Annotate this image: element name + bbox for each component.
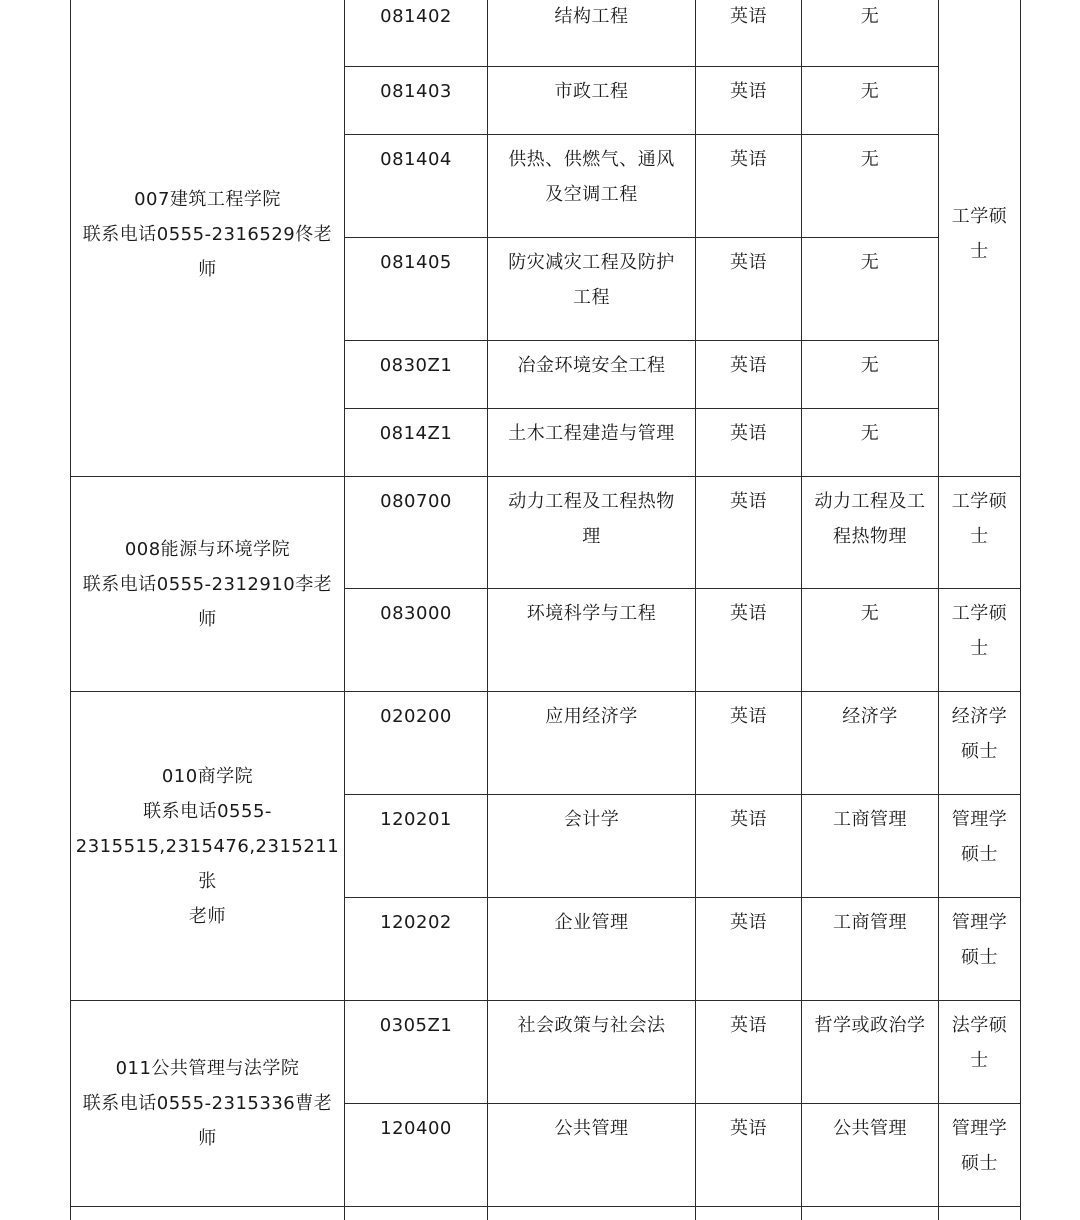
major-code-cell-text: 0305Z1 [379,1015,453,1036]
major-name-cell [487,135,695,238]
major-name-cell-text: 市政工程 [554,81,629,102]
major-name-cell [487,898,695,1001]
next-row-fragment [695,1207,801,1220]
specialty-course-cell-text: 无 [860,603,880,624]
foreign-language-cell [695,477,801,589]
major-code-cell [344,795,487,898]
specialty-course-cell-text: 哲学或政治学 [814,1015,926,1036]
major-name-cell-text: 公共管理 [554,1118,629,1139]
degree-cell-text: 工学硕 士 [951,491,1008,547]
next-row-fragment [801,1207,938,1220]
major-name-cell-text: 环境科学与工程 [526,603,657,624]
college-cell-text: 010商学院 联系电话0555- 2315515,2315476,2315211张 老师 [75,765,340,927]
major-name-cell [487,589,695,692]
degree-cell [938,477,1021,589]
major-name-cell-text: 企业管理 [554,912,629,933]
foreign-language-cell-text: 英语 [730,149,767,170]
specialty-course-cell [801,1104,938,1207]
specialty-course-cell-text: 无 [860,423,880,444]
specialty-course-cell [801,67,938,135]
degree-cell-text: 经济学 硕士 [951,706,1008,762]
foreign-language-cell-text: 英语 [730,603,767,624]
specialty-course-cell-text: 无 [860,252,880,273]
major-name-cell-text: 供热、供燃气、通风 及空调工程 [508,149,675,205]
major-code-cell-text: 083000 [380,603,452,624]
specialty-course-cell [801,238,938,341]
degree-cell-text: 工学硕 士 [951,603,1008,659]
specialty-course-cell [801,589,938,692]
degree-cell [938,795,1021,898]
foreign-language-cell [695,589,801,692]
major-name-cell [487,1104,695,1207]
college-cell [70,477,344,692]
foreign-language-cell [695,67,801,135]
college-cell-text: 011公共管理与法学院 联系电话0555-2315336曹老 师 [82,1058,333,1149]
major-code-cell [344,1001,487,1104]
major-code-cell [344,0,487,67]
major-name-cell [487,341,695,409]
specialty-course-cell [801,409,938,477]
foreign-language-cell-text: 英语 [730,809,767,830]
next-row-fragment [938,1207,1021,1220]
foreign-language-cell-text: 英语 [730,1118,767,1139]
foreign-language-cell-text: 英语 [730,252,767,273]
specialty-course-cell [801,795,938,898]
foreign-language-cell [695,238,801,341]
foreign-language-cell-text: 英语 [730,912,767,933]
degree-cell-merged [938,0,1021,477]
specialty-course-cell-text: 工商管理 [833,912,907,933]
major-code-cell [344,135,487,238]
major-code-cell-text: 120202 [380,912,452,933]
foreign-language-cell-text: 英语 [730,6,767,27]
degree-cell [938,692,1021,795]
specialty-course-cell [801,135,938,238]
major-name-cell-text: 结构工程 [554,6,629,27]
major-name-cell-text: 土木工程建造与管理 [508,423,675,444]
specialty-course-cell [801,692,938,795]
major-code-cell-text: 120201 [380,809,452,830]
next-row-fragment [487,1207,695,1220]
foreign-language-cell-text: 英语 [730,355,767,376]
major-code-cell [344,1104,487,1207]
major-name-cell [487,409,695,477]
degree-cell [938,898,1021,1001]
college-cell-text: 008能源与环境学院 联系电话0555-2312910李老 师 [82,538,333,630]
major-name-cell-text: 冶金环境安全工程 [517,355,666,376]
degree-cell-merged-text: 工学硕 士 [951,206,1008,262]
major-name-cell [487,238,695,341]
college-cell [70,692,344,1001]
degree-cell-text: 管理学 硕士 [951,1118,1008,1174]
next-row-fragment [70,1207,344,1220]
major-name-cell [487,67,695,135]
specialty-course-cell-text: 无 [860,355,880,376]
foreign-language-cell [695,0,801,67]
major-code-cell [344,692,487,795]
major-code-cell-text: 020200 [380,706,452,727]
major-name-cell [487,0,695,67]
foreign-language-cell-text: 英语 [730,423,767,444]
next-row-fragment [344,1207,487,1220]
specialty-course-cell [801,0,938,67]
major-code-cell-text: 081404 [380,149,452,170]
foreign-language-cell [695,898,801,1001]
specialty-course-cell-text: 无 [860,149,880,170]
major-code-cell [344,341,487,409]
major-code-cell-text: 0830Z1 [379,355,453,376]
major-code-cell [344,238,487,341]
foreign-language-cell [695,135,801,238]
major-name-cell [487,1001,695,1104]
degree-cell-text: 管理学 硕士 [951,912,1008,968]
major-code-cell-text: 120400 [380,1118,452,1139]
specialty-course-cell-text: 无 [860,81,880,102]
major-code-cell-text: 081403 [380,81,452,102]
foreign-language-cell-text: 英语 [730,491,767,512]
foreign-language-cell [695,795,801,898]
specialty-course-cell-text: 公共管理 [833,1118,907,1139]
foreign-language-cell [695,1104,801,1207]
major-code-cell [344,67,487,135]
college-cell [70,1001,344,1207]
college-cell-text: 007建筑工程学院 联系电话0555-2316529佟老 师 [82,188,333,280]
foreign-language-cell [695,1001,801,1104]
specialty-course-cell-text: 经济学 [842,706,898,727]
major-name-cell-text: 防灾减灾工程及防护 工程 [508,252,675,308]
specialty-course-cell [801,341,938,409]
degree-cell-text: 管理学 硕士 [951,809,1008,865]
college-cell [70,0,344,477]
major-name-cell-text: 会计学 [563,809,620,830]
major-name-cell [487,477,695,589]
foreign-language-cell [695,409,801,477]
major-code-cell [344,898,487,1001]
foreign-language-cell [695,692,801,795]
specialty-course-cell-text: 工商管理 [833,809,907,830]
foreign-language-cell-text: 英语 [730,1015,767,1036]
major-name-cell-text: 社会政策与社会法 [517,1015,666,1036]
major-code-cell-text: 0814Z1 [379,423,453,444]
major-name-cell [487,692,695,795]
specialty-course-cell-text: 动力工程及工 程热物理 [814,491,926,547]
degree-cell [938,1001,1021,1104]
specialty-course-cell [801,898,938,1001]
specialty-course-cell-text: 无 [860,6,880,27]
major-code-cell [344,477,487,589]
specialty-course-cell [801,477,938,589]
major-code-cell-text: 080700 [380,491,452,512]
degree-cell-text: 法学硕 士 [951,1015,1008,1071]
foreign-language-cell-text: 英语 [730,81,767,102]
specialty-course-cell [801,1001,938,1104]
major-code-cell-text: 081402 [380,6,452,27]
major-code-cell [344,589,487,692]
degree-cell [938,1104,1021,1207]
major-name-cell-text: 应用经济学 [545,706,638,727]
major-code-cell-text: 081405 [380,252,452,273]
major-code-cell [344,409,487,477]
foreign-language-cell-text: 英语 [730,706,767,727]
foreign-language-cell [695,341,801,409]
major-name-cell [487,795,695,898]
major-name-cell-text: 动力工程及工程热物 理 [508,491,675,547]
degree-cell [938,589,1021,692]
